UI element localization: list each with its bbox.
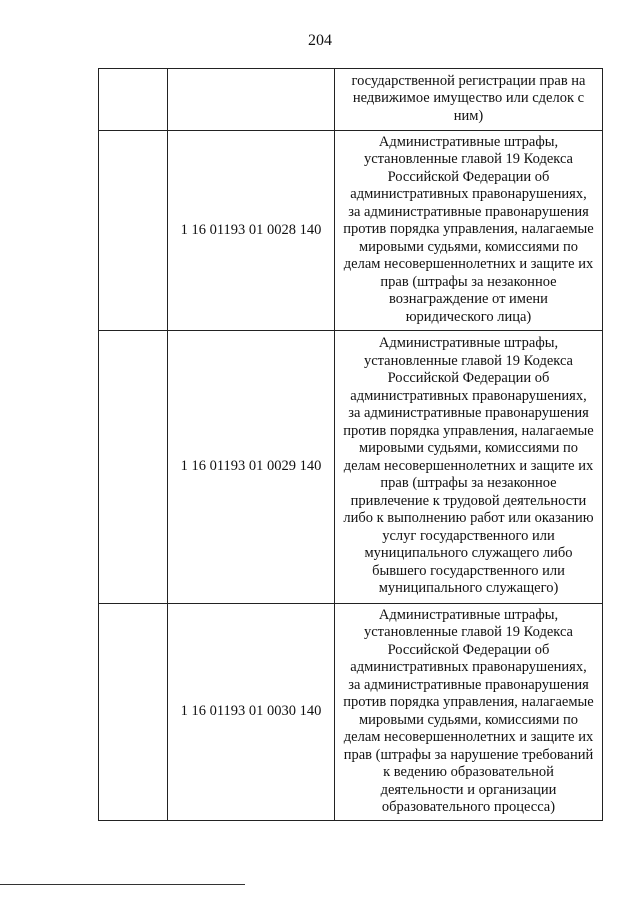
description-cell <box>335 69 603 131</box>
revenue-codes-table <box>98 68 603 821</box>
description-line: Российской Федерации об <box>387 168 550 185</box>
description-line: юридического лица) <box>405 308 532 325</box>
description-line: бывшего государственного или <box>372 562 565 579</box>
description-line: Административные штрафы, <box>378 133 559 150</box>
description-line: Административные штрафы, <box>378 606 559 623</box>
budget-code-cell: 1 16 01193 01 0029 140 <box>168 331 335 604</box>
description-line: административных правонарушениях, <box>350 387 587 404</box>
table-row <box>99 604 603 821</box>
description-line: государственной регистрации прав на <box>351 72 586 89</box>
description-line: за административные правонарушения <box>348 203 589 220</box>
description-line: вознаграждение от имени <box>389 291 548 308</box>
admin-code-cell <box>99 331 168 604</box>
description-cell <box>335 131 603 331</box>
budget-code-cell: 1 16 01193 01 0030 140 <box>168 604 335 821</box>
description-line: делам несовершеннолетних и защите их <box>343 256 594 273</box>
table-row <box>99 331 603 604</box>
page-number: 204 <box>308 32 332 49</box>
description-line: Российской Федерации об <box>387 641 550 658</box>
description-line: за административные правонарушения <box>348 405 589 422</box>
admin-code-cell <box>99 604 168 821</box>
description-line: прав (штрафы за незаконное <box>380 273 557 290</box>
budget-code-cell: 1 16 01193 01 0028 140 <box>168 131 335 331</box>
description-line: мировыми судьями, комиссиями по <box>358 440 579 457</box>
description-cell <box>335 604 603 821</box>
description-line: против порядка управления, налагаемые <box>343 694 594 710</box>
description-line: административных правонарушениях, <box>350 659 587 675</box>
budget-code-cell <box>168 69 335 131</box>
footnote-separator <box>0 884 245 885</box>
description-line: установленные главой 19 Кодекса <box>363 352 573 369</box>
description-line: мировыми судьями, комиссиями по <box>358 711 579 728</box>
description-line: Российской Федерации об <box>387 370 550 387</box>
table-row <box>99 69 603 131</box>
description-line: услуг государственного или <box>382 527 555 544</box>
description-line: деятельности и организации <box>380 781 557 798</box>
description-line: ним) <box>453 107 484 124</box>
description-line: прав (штрафы за незаконное <box>380 475 557 492</box>
admin-code-cell <box>99 69 168 131</box>
description-cell <box>335 331 603 604</box>
description-line: Административные штрафы, <box>378 335 559 352</box>
description-line: делам несовершеннолетних и защите их <box>343 457 594 474</box>
description-line: мировыми судьями, комиссиями по <box>358 238 579 255</box>
description-line: административных правонарушениях, <box>350 186 587 203</box>
description-line: недвижимое имущество или сделок с <box>352 90 585 107</box>
admin-code-cell <box>99 131 168 331</box>
description-line: муниципального служащего либо <box>364 545 573 562</box>
description-line: за административные правонарушения <box>348 676 589 693</box>
description-line: к ведению образовательной <box>383 764 554 780</box>
description-line: против порядка управления, налагаемые <box>343 221 594 238</box>
description-line: делам несовершеннолетних и защите их <box>343 729 594 745</box>
table-row <box>99 131 603 331</box>
description-line: образовательного процесса) <box>381 799 556 815</box>
description-line: привлечение к трудовой деятельности <box>350 492 587 509</box>
description-line: установленные главой 19 Кодекса <box>363 151 573 168</box>
description-line: муниципального служащего) <box>378 580 559 597</box>
description-line: прав (штрафы за нарушение требований <box>343 746 594 763</box>
description-line: против порядка управления, налагаемые <box>343 422 594 439</box>
description-line: либо к выполнению работ или оказанию <box>343 510 594 527</box>
description-line: установленные главой 19 Кодекса <box>363 624 573 640</box>
